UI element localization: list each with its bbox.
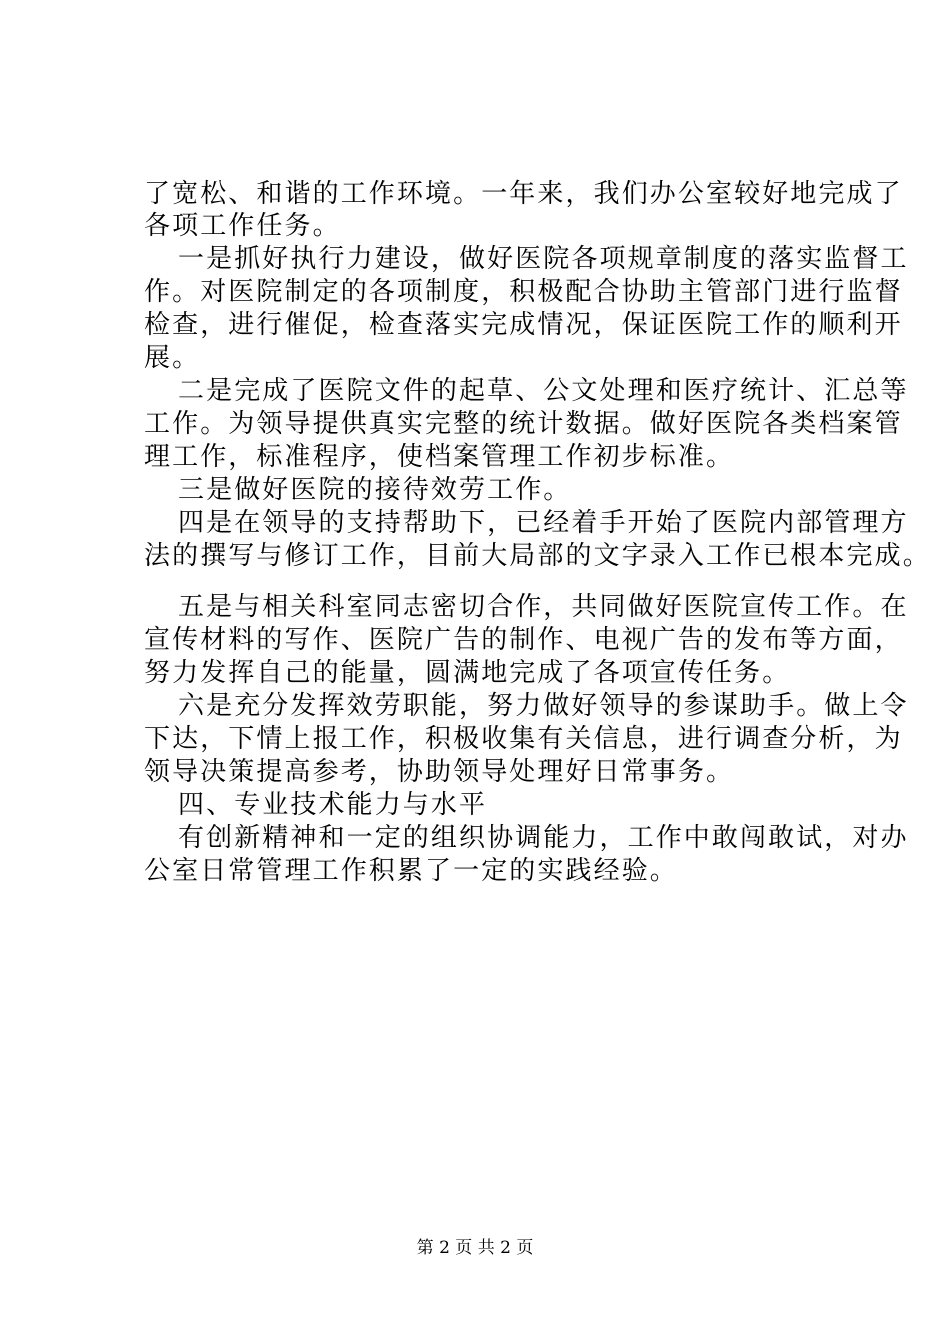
paragraph-start: 四是在领导的支持帮助下，已经着手开始了医院内部管理方 bbox=[178, 508, 909, 538]
paragraph-start: 二是完成了医院文件的起草、公文处理和医疗统计、汇总等 bbox=[178, 376, 909, 406]
paragraph-start: 一是抓好执行力建设，做好医院各项规章制度的落实监督工 bbox=[178, 244, 909, 274]
paragraph-start: 六是充分发挥效劳职能，努力做好领导的参谋助手。做上令 bbox=[178, 691, 909, 721]
text-line: 努力发挥自己的能量，圆满地完成了各项宣传任务。 bbox=[144, 658, 791, 688]
page-footer: 第 2 页 共 2 页 bbox=[416, 1238, 534, 1258]
text-line: 作。对医院制定的各项制度，积极配合协助主管部门进行监督 bbox=[144, 277, 903, 307]
paragraph-start: 有创新精神和一定的组织协调能力，工作中敢闯敢试，对办 bbox=[178, 823, 909, 853]
text-line: 理工作，标准程序，使档案管理工作初步标准。 bbox=[144, 442, 735, 472]
text-line: 下达，下情上报工作，积极收集有关信息，进行调查分析，为 bbox=[144, 724, 903, 754]
text-line: 宣传材料的写作、医院广告的制作、电视广告的发布等方面， bbox=[144, 625, 903, 655]
text-line: 了宽松、和谐的工作环境。一年来，我们办公室较好地完成了 bbox=[144, 179, 903, 209]
text-line: 工作。为领导提供真实完整的统计数据。做好医院各类档案管 bbox=[144, 409, 903, 439]
text-line: 法的撰写与修订工作，目前大局部的文字录入工作已根本完成。 bbox=[144, 541, 931, 571]
section-heading: 四、专业技术能力与水平 bbox=[178, 790, 488, 820]
paragraph-start: 五是与相关科室同志密切合作，共同做好医院宣传工作。在 bbox=[178, 592, 909, 622]
paragraph-start: 三是做好医院的接待效劳工作。 bbox=[178, 475, 572, 505]
text-line: 展。 bbox=[144, 343, 201, 373]
text-line: 各项工作任务。 bbox=[144, 211, 341, 241]
text-line: 领导决策提高参考，协助领导处理好日常事务。 bbox=[144, 757, 735, 787]
text-line: 检查，进行催促，检查落实完成情况，保证医院工作的顺利开 bbox=[144, 310, 903, 340]
text-line: 公室日常管理工作积累了一定的实践经验。 bbox=[144, 856, 678, 886]
